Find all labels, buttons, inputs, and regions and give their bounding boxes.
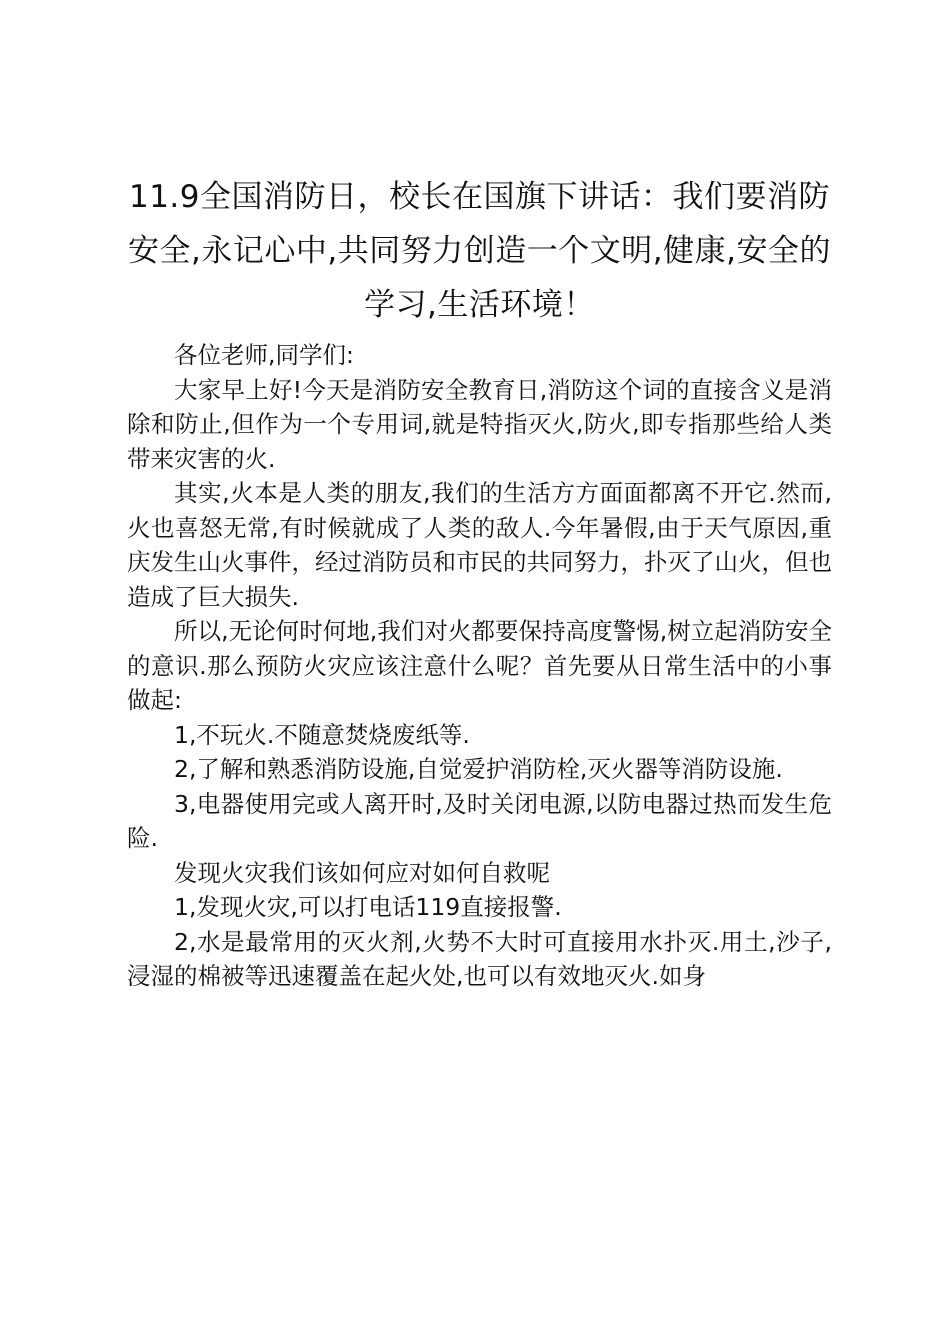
paragraph-self-rescue: 发现火灾我们该如何应对如何自救呢 — [174, 858, 550, 887]
document-body — [127, 170, 832, 994]
prevention-item-1: 1,不玩火.不随意焚烧废纸等. — [174, 720, 470, 749]
document-title: 11.9全国消防日，校长在国旗下讲话：我们要消防安全,永记心中,共同努力创造一个文明,健康,安全的学习,生活环境！ — [128, 179, 831, 323]
paragraph-fire-friend: 其实,火本是人类的朋友,我们的生活方方面面都离不开它.然而,火也喜怒无常,有时候就成了人类的敌人.今年暑假,由于天气原因,重庆发生山火事件，经过消防员和市民的共同努力，扑灭了山火，但也造成了巨大损失. — [127, 479, 832, 611]
prevention-item-3: 3,电器使用完或人离开时,及时关闭电源,以防电器过热而发生危险. — [127, 789, 832, 852]
salutation: 各位老师,同学们: — [174, 341, 354, 369]
rescue-item-1: 1,发现火灾,可以打电话119直接报警. — [174, 893, 562, 921]
rescue-item-2: 2,水是最常用的灭火剂,火势不大时可直接用水扑灭.用土,沙子,浸湿的棉被等迅速覆盖在起火处,也可以有效地灭火.如身 — [127, 927, 832, 990]
paragraph-prevention: 所以,无论何时何地,我们对火都要保持高度警惕,树立起消防安全的意识.那么预防火灾应该注意什么呢？首先要从日常生活中的小事做起: — [127, 617, 832, 714]
paragraph-intro: 大家早上好!今天是消防安全教育日,消防这个词的直接含义是消除和防止,但作为一个专用词,就是特指灭火,防火,即专指那些给人类带来灾害的火. — [127, 375, 832, 473]
prevention-item-2: 2,了解和熟悉消防设施,自觉爱护消防栓,灭火器等消防设施. — [174, 755, 783, 783]
